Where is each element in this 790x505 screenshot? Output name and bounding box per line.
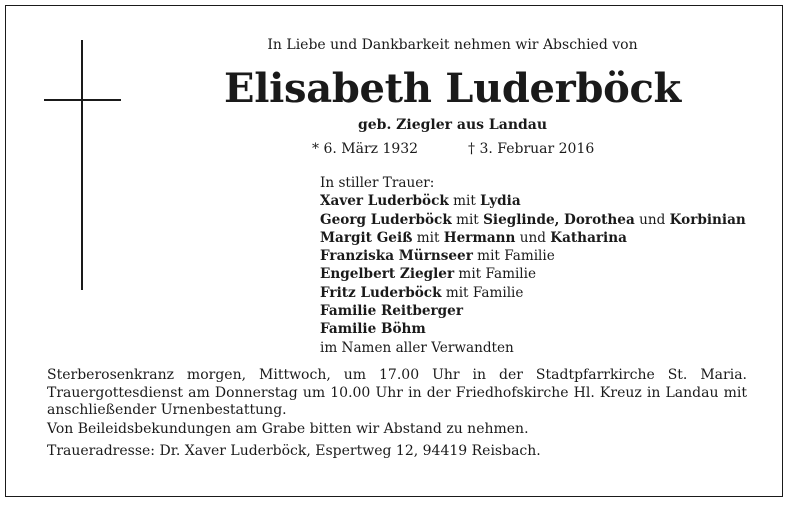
mourners-list bbox=[320, 174, 746, 357]
mourning-heading: In stiller Trauer: bbox=[320, 175, 435, 191]
mourner-line: Georg Luderböck mit Sieglinde, Dorothea und Korbinian bbox=[320, 211, 746, 228]
service-info: Sterberosenkranz morgen, Mittwoch, um 17.00 Uhr in der Stadtpfarrkirche St. Maria. Trauergottesdienst am Donnerstag um 10.00 Uhr in der Friedhofskirche Hl. Kreuz in Landau mit anschließender Urnenbestattung. bbox=[47, 367, 747, 418]
mourner-line: Fritz Luderböck mit Familie bbox=[320, 284, 524, 301]
intro-text: In Liebe und Dankbarkeit nehmen wir Abschied von bbox=[267, 37, 638, 53]
relatives-line: im Namen aller Verwandten bbox=[320, 339, 514, 356]
mourner-line: Margit Geiß mit Hermann und Katharina bbox=[320, 229, 627, 246]
mourner-line: Familie Böhm bbox=[320, 321, 426, 338]
death-date: † 3. Februar 2016 bbox=[468, 141, 595, 157]
deceased-name: Elisabeth Luderböck bbox=[224, 65, 681, 112]
mourner-line: Xaver Luderböck mit Lydia bbox=[320, 193, 521, 210]
mourner-line: Familie Reitberger bbox=[320, 303, 463, 320]
mourning-address: Traueradresse: Dr. Xaver Luderböck, Espertweg 12, 94419 Reisbach. bbox=[47, 443, 541, 459]
maiden-name: geb. Ziegler aus Landau bbox=[357, 117, 548, 133]
mourner-line: Engelbert Ziegler mit Familie bbox=[320, 266, 537, 283]
birth-date: * 6. März 1932 bbox=[312, 141, 419, 157]
condolence-note: Von Beileidsbekundungen am Grabe bitten wir Abstand zu nehmen. bbox=[47, 420, 529, 437]
mourner-line: Franziska Mürnseer mit Familie bbox=[320, 248, 555, 265]
footer-text bbox=[47, 367, 747, 461]
